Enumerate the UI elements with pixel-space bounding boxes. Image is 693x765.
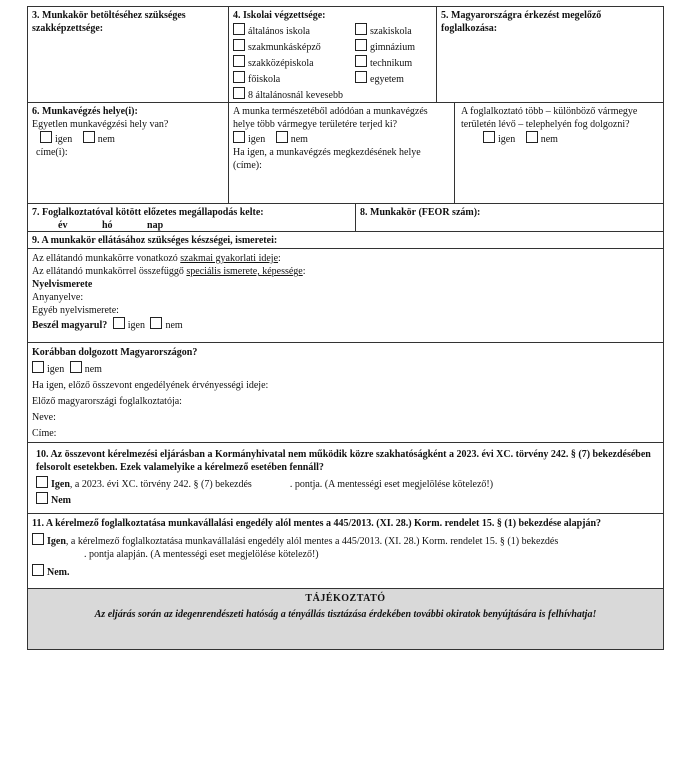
multi-site-choice [461,131,659,146]
checkbox-no[interactable] [32,564,44,576]
section-9-header [27,232,664,249]
no-label: nem [97,134,115,145]
yes-label: igen [55,134,73,145]
yes-label: Igen [51,479,70,490]
option-label: technikum [370,58,413,69]
application-form [27,6,664,650]
row-qualification [27,6,664,103]
section-11-yes-option [32,533,659,548]
yes-label: Igen [47,536,66,547]
checkbox-no[interactable] [83,131,95,143]
info-text: Az eljárás során az idegenrendészeti hatóság a tényállás tisztázása érdekében további okiratok benyújtására is felhívhatja! [94,609,597,620]
skills-prefix: Az ellátandó munkakörrel összefüggő [32,266,187,277]
single-workplace-question: Egyetlen munkavégzési hely van? [32,119,169,130]
yes-text-2: . pontja alapján. (A mentességi eset megjelölése kötelező!) [84,549,319,560]
option-label: egyetem [370,74,404,85]
practice-suffix: : [278,253,281,264]
checkbox[interactable] [233,71,245,83]
no-label: nem [165,320,183,331]
section-5 [436,7,663,102]
checkbox-yes[interactable] [36,476,48,488]
section-11 [27,514,664,589]
checkbox-yes[interactable] [483,131,495,143]
other-language-label: Egyéb nyelvismerete: [32,305,119,316]
checkbox-yes[interactable] [113,317,125,329]
address-label: címe(i): [36,147,68,158]
no-label: nem [84,364,102,375]
section-9-title: 9. A munkakör ellátásához szükséges készségei, ismeretei: [32,235,278,246]
skills-suffix: : [302,266,306,277]
section-11-yes-continuation [32,548,659,561]
checkbox-no[interactable] [526,131,538,143]
previous-employer-label: Előző magyarországi foglalkoztatója: [32,396,182,407]
language-heading: Nyelvismerete [32,279,93,290]
yes-text-a: , a 2023. évi XC. törvény 242. § (7) bekezdés [69,479,252,490]
section-7-title: 7. Foglalkoztatóval kötött előzetes megállapodás kelte: [32,207,264,218]
no-label: Nem [51,495,71,506]
info-box [27,589,664,650]
multi-county-question: A munka természetéből adódóan a munkavégzés helye több vármegye területére terjed ki? [233,106,428,130]
section-10-title: 10. Az összevont kérelmezési eljárásban a Kormányhivatal nem működik közre szakhatóságként a 2023. évi XC. törvény 242. § (7) bekezdésében felsorolt esetekben. Ezek valamelyike a kérelmező esetében fennáll? [36,449,651,473]
previous-employment [27,343,664,443]
section-4 [228,7,436,102]
section-7 [28,204,355,231]
yes-label: igen [127,320,145,331]
option-label: szakközépiskola [248,58,314,69]
section-3-title: 3. Munkakör betöltéséhez szükséges szakképzettsége: [32,10,186,34]
row-workplace [27,103,664,204]
checkbox-yes[interactable] [32,533,44,545]
yes-label: igen [248,134,266,145]
yes-text: , a kérelmező foglalkoztatása munkavállalási engedély alól mentes a 445/2013. (XI. 28.) Korm. rendelet 15. § (1) bekezdés [65,536,559,547]
option-less-than-8[interactable] [233,87,432,102]
practice-underlined: szakmai gyakorlati ideje [180,253,279,264]
section-5-title: 5. Magyarországra érkezést megelőző foglalkozása: [441,10,602,34]
section-6-multi-county [228,103,454,203]
section-10-yes-option [36,476,655,491]
skills-underlined: speciális ismerete, képessége [186,266,303,277]
section-6-multi-site [454,103,663,203]
checkbox[interactable] [355,55,367,67]
section-6 [28,103,228,203]
education-options [233,23,432,86]
practice-line [32,252,659,265]
option-label: általános iskola [248,26,310,37]
employer-address-label: Címe: [32,428,57,439]
multi-county-choice [233,131,450,146]
section-11-no-option [32,564,659,579]
option-technikum[interactable] [355,55,445,70]
practice-prefix: Az ellátandó munkakörre vonatkozó [32,253,181,264]
section-10 [27,443,664,514]
yes-label: igen [47,364,65,375]
year-label: év [58,220,68,231]
row-agreement [27,204,664,232]
checkbox[interactable] [355,71,367,83]
option-egyetem[interactable] [355,71,445,86]
previous-employment-choice [32,361,659,376]
checkbox[interactable] [355,39,367,51]
speaks-hungarian-question: Beszél magyarul? [32,320,108,331]
option-label: szakiskola [370,26,412,37]
no-label: nem [290,134,308,145]
checkbox[interactable] [233,39,245,51]
yes-text-b: . pontja. (A mentességi eset megjelölése kötelező!) [289,479,494,490]
option-szakkozepiskola[interactable] [233,55,355,70]
date-parts [32,219,351,232]
previous-employment-title: Korábban dolgozott Magyarországon? [32,347,198,358]
option-szakmunkaskepzo[interactable] [233,39,355,54]
month-label: hó [101,220,113,231]
info-title: TÁJÉKOZTATÓ [305,593,386,604]
option-label: gimnázium [370,42,415,53]
option-szakiskola[interactable] [355,23,445,38]
checkbox[interactable] [233,23,245,35]
no-label: nem [540,134,558,145]
speaks-hungarian [32,317,659,332]
checkbox-no[interactable] [70,361,82,373]
single-workplace-choice [32,131,224,146]
section-10-no-option [36,492,655,507]
employer-name-label: Neve: [32,412,56,423]
option-label: 8 általánosnál kevesebb [248,90,343,101]
section-8-title: 8. Munkakör (FEOR szám): [360,207,481,218]
mother-tongue-label: Anyanyelve: [32,292,84,303]
checkbox-no[interactable] [36,492,48,504]
checkbox[interactable] [355,23,367,35]
option-label: főiskola [248,74,281,85]
checkbox-yes[interactable] [40,131,52,143]
multi-site-question: A foglalkoztató több – különböző vármegye területén lévő – telephelyén fog dolgozni? [461,106,638,130]
checkbox-no[interactable] [276,131,288,143]
skills-line [32,265,659,278]
section-8 [355,204,663,231]
permit-validity-label: Ha igen, előző összevont engedélyének érvényességi ideje: [32,380,269,391]
section-3 [28,7,228,102]
checkbox-yes[interactable] [233,131,245,143]
option-gimnazium[interactable] [355,39,445,54]
option-foiskola[interactable] [233,71,355,86]
option-label: szakmunkásképző [248,42,321,53]
checkbox[interactable] [233,55,245,67]
section-6-title: 6. Munkavégzés helye(i): [32,106,138,117]
day-label: nap [147,220,164,231]
section-11-title: 11. A kérelmező foglalkoztatása munkavállalási engedély alól mentes a 445/2013. (XI. 28.) Korm. rendelet 15. § (1) bekezdése alapján? [32,518,602,529]
start-location-label: Ha igen, a munkavégzés megkezdésének helye (címe): [233,147,421,171]
option-altalanos[interactable] [233,23,355,38]
section-9-body [27,249,664,343]
checkbox[interactable] [233,87,245,99]
checkbox-yes[interactable] [32,361,44,373]
yes-label: igen [498,134,516,145]
no-label: Nem. [47,567,70,578]
section-4-title: 4. Iskolai végzettsége: [233,10,326,21]
checkbox-no[interactable] [150,317,162,329]
